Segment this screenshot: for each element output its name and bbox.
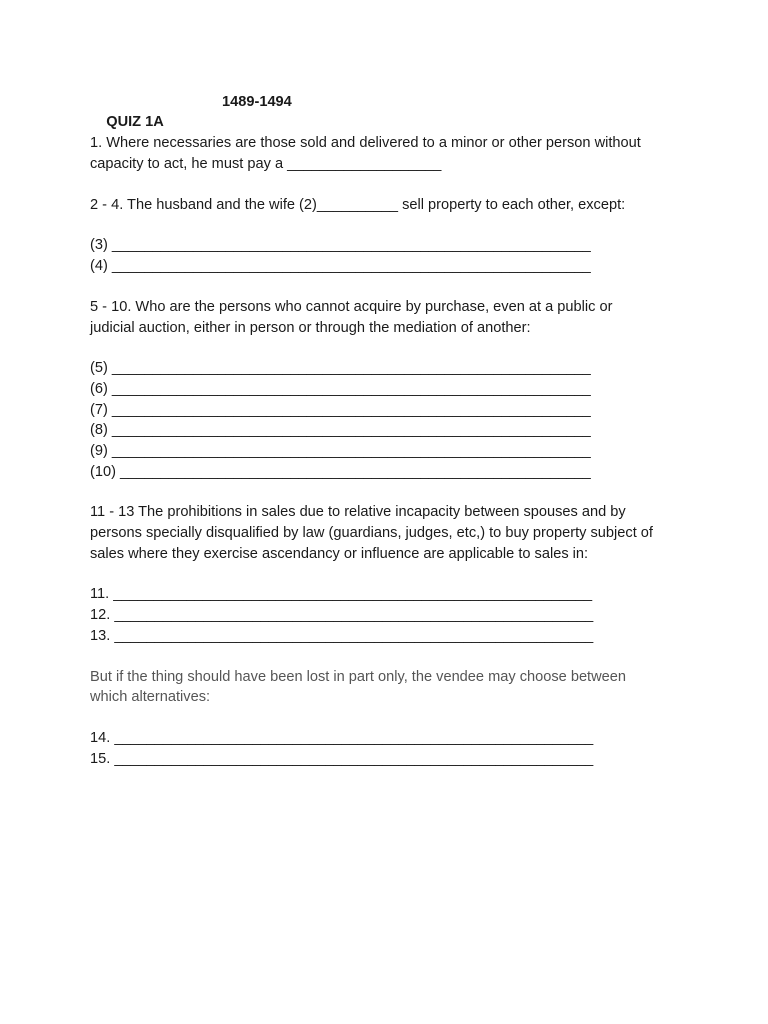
answer-blank-6: (6) ___________________________________________________________ — [90, 381, 591, 397]
quiz-title-label: QUIZ 1A — [106, 114, 164, 130]
answer-blank-8: (8) ___________________________________________________________ — [90, 422, 591, 438]
question-3-line-1: 5 - 10. Who are the persons who cannot acquire by purchase, even at a public or — [90, 299, 613, 315]
quiz-article-range: 1489-1494 — [222, 94, 292, 110]
answer-blank-11: 11. ___________________________________________________________ — [90, 586, 593, 602]
answer-blank-12: 12. ___________________________________________________________ — [90, 607, 594, 623]
answer-blank-5: (5) ___________________________________________________________ — [90, 360, 591, 376]
answer-blank-13: 13. ___________________________________________________________ — [90, 628, 594, 644]
answer-blank-14: 14. ___________________________________________________________ — [90, 730, 594, 746]
answer-blank-15: 15. ___________________________________________________________ — [90, 751, 594, 767]
question-5-line-2: which alternatives: — [90, 689, 211, 705]
question-4-line-2: persons specially disqualified by law (guardians, judges, etc,) to buy property subject of — [90, 525, 653, 541]
question-2-line-1: 2 - 4. The husband and the wife (2)__________ sell property to each other, except: — [90, 197, 626, 213]
question-3-line-2: judicial auction, either in person or through the mediation of another: — [90, 320, 531, 336]
question-4-line-3: sales where they exercise ascendancy or influence are applicable to sales in: — [90, 546, 589, 562]
question-4-line-1: 11 - 13 The prohibitions in sales due to relative incapacity between spouses and by — [90, 504, 626, 520]
answer-blank-7: (7) ___________________________________________________________ — [90, 402, 591, 418]
question-5-line-1: But if the thing should have been lost in part only, the vendee may choose between — [90, 669, 626, 685]
answer-blank-4: (4) ___________________________________________________________ — [90, 258, 591, 274]
answer-blank-3: (3) ___________________________________________________________ — [90, 237, 591, 253]
answer-blank-9: (9) ___________________________________________________________ — [90, 443, 591, 459]
question-1-line-2: capacity to act, he must pay a ___________________ — [90, 156, 442, 172]
answer-blank-10: (10) __________________________________________________________ — [90, 464, 591, 480]
question-1-line-1: 1. Where necessaries are those sold and delivered to a minor or other person without — [90, 135, 641, 151]
